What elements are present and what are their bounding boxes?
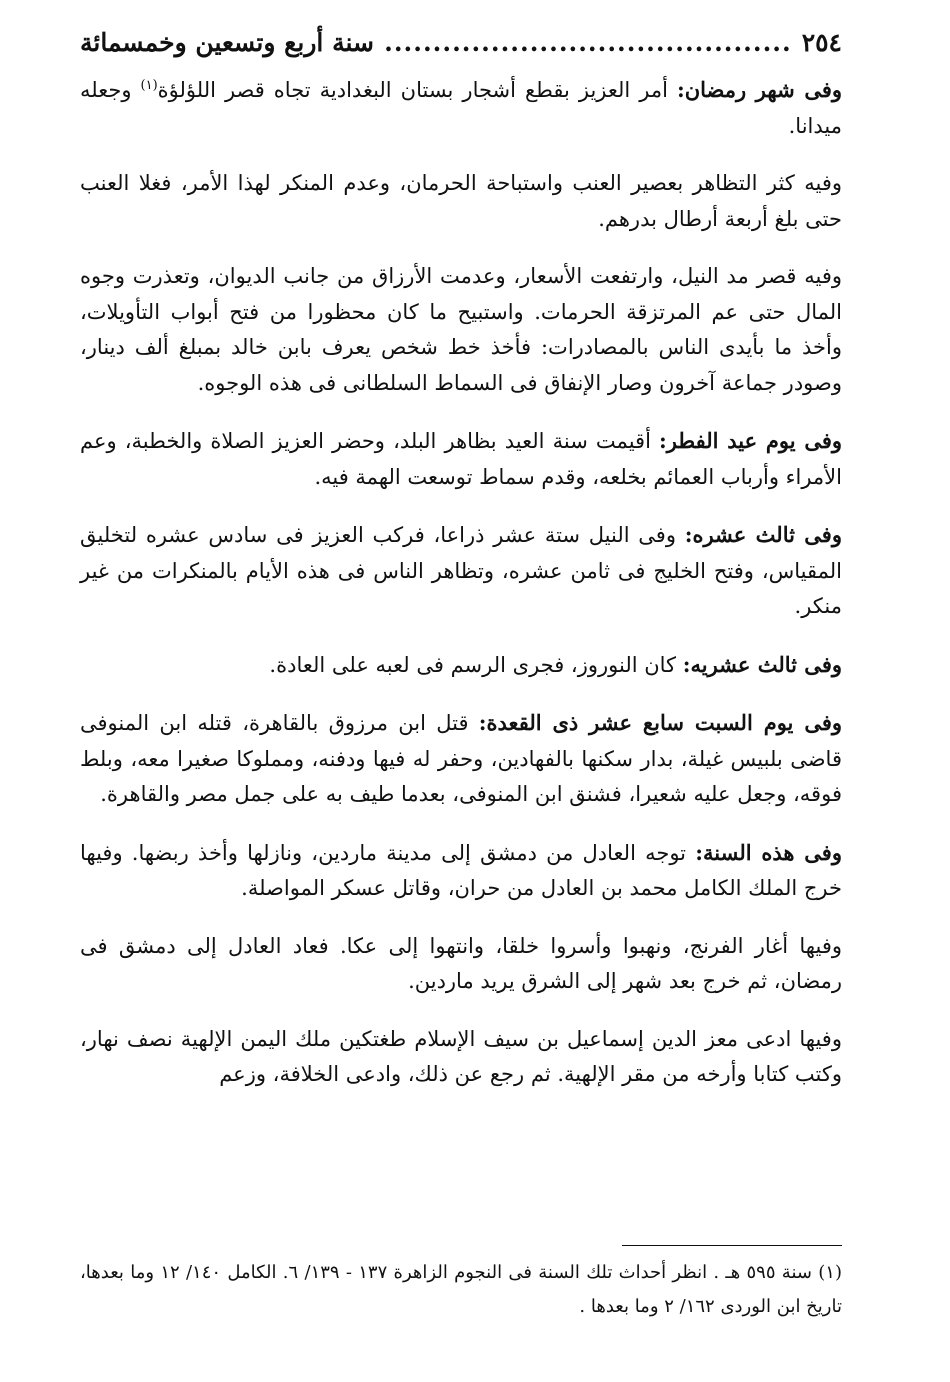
footnote: (١) سنة ٥٩٥ هـ . انظر أحداث تلك السنة فى النجوم الزاهرة ١٣٧ - ١٣٩/ ٦. الكامل ١٤٠/ ١٢ وما بعدها، تاريخ ابن الوردى ١٦٢/ ٢ وما بعدها .	[80, 1262, 842, 1317]
paragraph-tail: وجعله ميدانا.	[80, 78, 842, 138]
paragraph	[80, 423, 842, 495]
paragraph-text: كان النوروز، فجرى الرسم فى لعبه على العادة.	[269, 652, 683, 677]
paragraph	[80, 929, 842, 1000]
paragraph-text: وفيها أغار الفرنج، ونهبوا وأسروا خلقا، وانتهوا إلى عكا. فعاد العادل إلى دمشق فى رمضان، ثم خرج بعد شهر إلى الشرق يريد ماردين.	[80, 933, 842, 993]
paragraph-text: وفيه كثر التظاهر بعصير العنب واستباحة الحرمان، وعدم المنكر لهذا الأمر، فغلا العنب حتى بلغ أربعة أرطال بدرهم.	[80, 171, 842, 231]
paragraph-lead: وفى يوم السبت سابع عشر ذى القعدة:	[478, 710, 842, 735]
paragraph-lead: وفى ثالث عشره:	[684, 522, 842, 547]
paragraph	[80, 705, 842, 813]
paragraph-text: وفيها ادعى معز الدين إسماعيل بن سيف الإسلام طغتكين ملك اليمن الإلهية نصف نهار، وكتب كتابا وأرخه من مقر الإلهية. ثم رجع عن ذلك، وادعى الخلافة، وزعم	[80, 1026, 842, 1086]
page-number: ٢٥٤	[801, 28, 842, 57]
running-title: سنة أربع وتسعين وخمسمائة	[80, 28, 374, 57]
paragraph	[80, 166, 842, 237]
paragraph-text: وفى النيل ستة عشر ذراعا، فركب العزيز فى سادس عشره لتخليق المقياس، وفتح الخليج فى ثامن عشره، وتظاهر الناس فى هذه الأيام بالمنكرات من غير منكر.	[80, 523, 842, 618]
paragraph-text: أقيمت سنة العيد بظاهر البلد، وحضر العزيز الصلاة والخطبة، وعم الأمراء وأرباب العمائم بخلعه، وقدم سماط توسعت الهمة فيه.	[80, 429, 842, 489]
footnote-divider	[622, 1245, 842, 1246]
paragraph-lead: وفى ثالث عشريه:	[682, 651, 842, 677]
paragraph-lead: وفى يوم عيد الفطر:	[659, 428, 842, 453]
paragraph	[80, 517, 842, 625]
paragraph-text: قتل ابن مرزوق بالقاهرة، قتله ابن المنوفى قاضى بلبيس غيلة، بدار سكنها بالفهادين، وحفر له فيها ودفنه، ومملوكا صغيرا معه، وبلط فوقه، وجعل عليه شعيرا، فشنق ابن المنوفى، بعدما طيف به على جمل مصر والقاهرة.	[80, 711, 842, 806]
paragraph-text: توجه العادل من دمشق إلى مدينة ماردين، ونازلها وأخذ ربضها. وفيها خرج الملك الكامل محمد بن العادل من حران، وقاتل عسكر المواصلة.	[80, 840, 842, 900]
paragraph	[80, 259, 842, 401]
paragraph	[80, 1022, 842, 1093]
footnote-marker: (١)	[140, 78, 158, 93]
paragraph-lead: وفى هذه السنة:	[695, 839, 842, 865]
paragraph-lead: وفى شهر رمضان:	[676, 77, 843, 102]
leader-dots	[384, 28, 792, 57]
paragraph-text: وفيه قصر مد النيل، وارتفعت الأسعار، وعدمت الأرزاق من جانب الديوان، وتعذرت وجوه المال حتى عم المرتزقة الحرمات. واستبيح ما كان محظورا من فتح أبواب التأويلات، وأخذ ما بأيدى الناس بالمصادرات: فأخذ خط شخص يعرف بابن خالد بمبلغ ألف دينار، وصودر جماعة آخرون وصار الإنفاق فى السماط السلطانى فى هذه الوجوه.	[80, 264, 842, 395]
paragraph-ramadan	[80, 72, 842, 144]
paragraph	[80, 835, 842, 907]
paragraph-text: أمر العزيز بقطع أشجار بستان البغدادية تجاه قصر اللؤلؤة	[157, 78, 677, 102]
running-header	[80, 28, 842, 72]
main-text	[80, 72, 842, 1093]
paragraph	[80, 647, 842, 684]
